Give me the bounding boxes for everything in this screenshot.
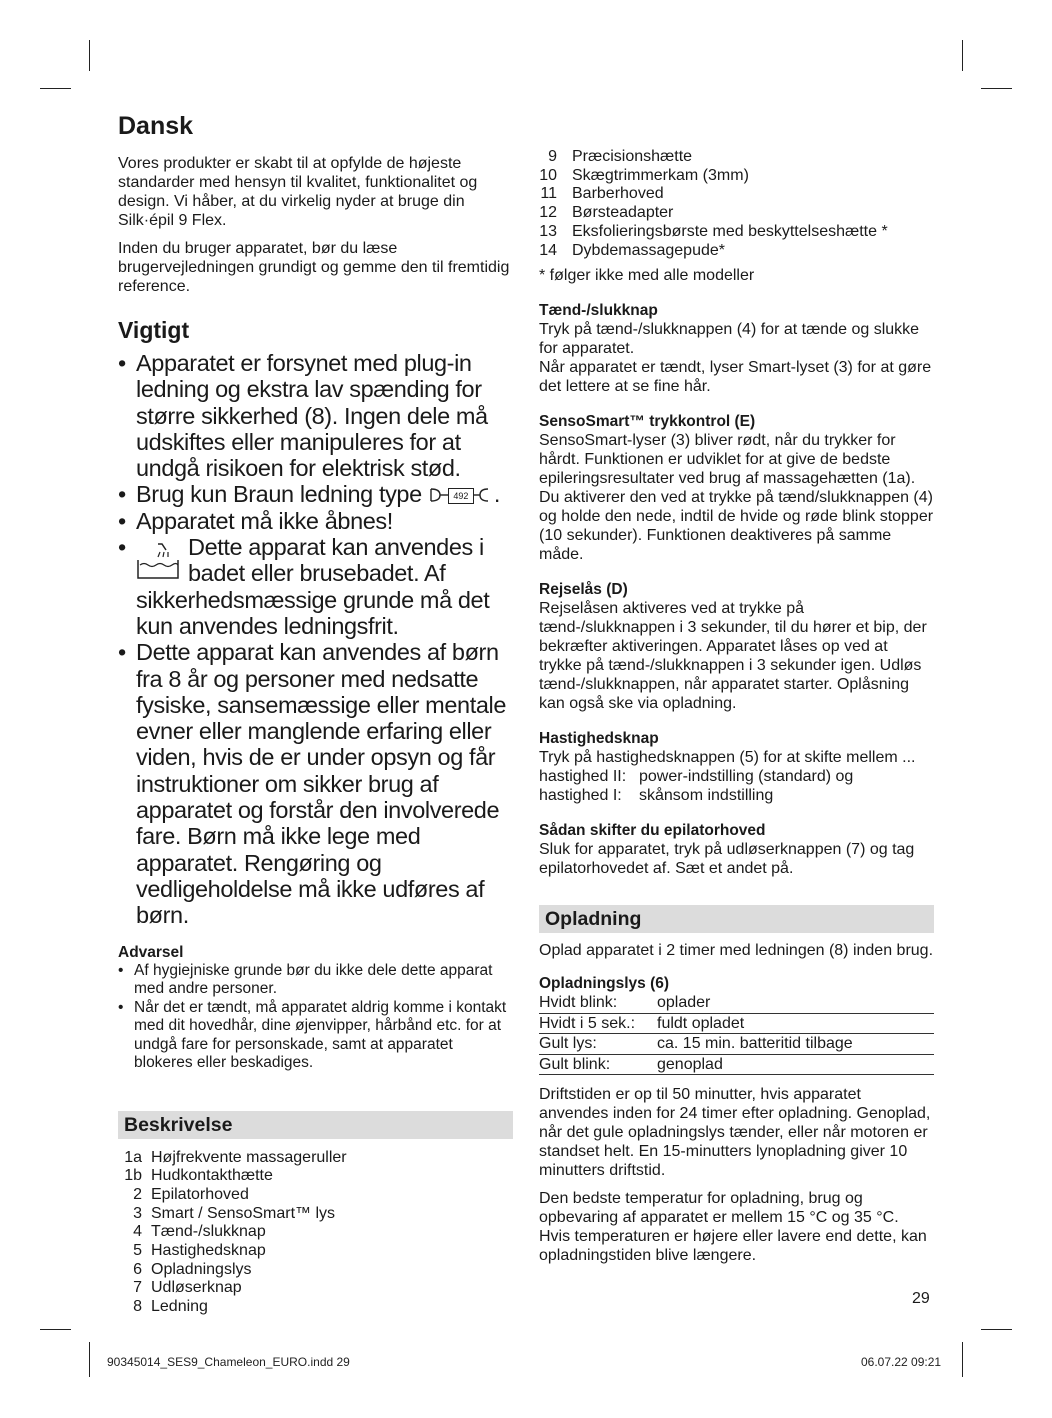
crop-mark [89,40,90,71]
section-band-beskrivelse: Beskrivelse [118,1111,513,1139]
section-text: Oplad apparatet i 2 timer med ledningen (8) inden brug. [539,942,934,960]
list-item: 3 Smart / SensoSmart™ lys [133,1204,336,1222]
charge-lights-table [539,993,934,1075]
section-heading: Tænd-/slukknap [539,302,658,320]
list-item: 13 Eksfolieringsbørste med beskyttelseshætte * [539,222,888,240]
warning-list [118,962,513,1073]
section-text: Driftstiden er op til 50 minutter, hvis apparatet anvendes inden for 24 timer efter opladning. Genoplad, når det gule opladningslys tænder, eller når motoren er standset helt. En 15-minutters lynopladning giver 10 minutters driftstid. [539,1086,931,1180]
section-text: Sluk for apparatet, tryk på udløserknappen (7) og tag epilatorhovedet af. Sæt et andet på. [539,841,915,878]
list-item: • Apparatet må ikke åbnes! [118,507,393,534]
section-text: Rejselåsen aktiveres ved at trykke på tænd-/slukknappen i 3 sekunder, til du hører et bip, der bekræfter aktiveringen. Apparatet låses op ved at trykke på tænd-/slukknappen i 3 sekunder igen. Udløs tænd-/slukknappen, når apparatet starter. Oplåsning kan også ske via opladning. [539,600,927,713]
list-item: 10 Skægtrimmerkam (3mm) [539,166,749,184]
table-row: Gult lys: ca. 15 min. batteritid tilbage [539,1034,934,1055]
description-list-continued [539,148,934,260]
crop-mark [981,88,1012,89]
section-heading: Opladningslys (6) [539,975,670,993]
table-row: Hvidt blink: oplader [539,993,934,1013]
list-item: 9 Præcisionshætte [548,148,693,165]
list-item: 5 Hastighedsknap [133,1242,266,1260]
list-item: • Dette apparat kan anvendes i badet eller brusebadet. Af sikkerhedsmæssige grunde må det kun anvendes ledningsfrit. [118,534,490,639]
list-item: 11 Barberhoved [540,185,664,203]
crop-mark [40,88,71,89]
list-item: 4 Tænd-/slukknap [133,1223,266,1241]
section-heading: Sådan skifter du epilatorhoved [539,822,766,840]
list-item: 2 Epilatorhoved [133,1185,249,1203]
section-text: Den bedste temperatur for opladning, brug og opbevaring af apparatet er mellem 15 °C og 35 °C. Hvis temperaturen er højere eller lavere end dette, kan opladningstiden blive længere. [539,1190,927,1265]
list-item: 14 Dybdemassagepude* [539,241,725,259]
speed-row: hastighed I: skånsom indstilling [539,787,774,805]
list-item: 7 Udløserknap [133,1279,242,1297]
important-heading: Vigtigt [118,317,190,343]
section-heading: Hastighedsknap [539,730,659,748]
list-item: • Brug kun Braun ledning type 492 . [118,481,501,508]
list-item: • Af hygiejniske grunde bør du ikke dele dette apparat med andre personer. [118,961,493,998]
cord-type-symbol: 492 [428,485,494,507]
bath-shower-icon [136,538,180,582]
section-text: Tryk på hastighedsknappen (5) for at skifte mellem ... [539,749,916,767]
intro-paragraph: Vores produkter er skabt til at opfylde de højeste standarder med hensyn til kvalitet, funktionalitet og design. Vi håber, at du virkelig nyder at bruge din Silk·épil 9 Flex. [118,155,478,229]
right-column [539,148,934,1265]
intro-paragraph: Inden du bruger apparatet, bør du læse brugervejledningen grundigt og gemme den til fremtidig reference. [118,240,510,295]
section-heading: SensoSmart™ trykkontrol (E) [539,413,756,431]
list-item: • Når det er tændt, må apparatet aldrig komme i kontakt med dit hovedhår, dine øjenvipper, hårbånd etc. for at undgå fare for personskade, samt at apparatet blokeres eller beskadiges. [118,998,507,1072]
crop-mark [962,1342,963,1377]
list-item: 1b Hudkontakthætte [124,1167,273,1185]
crop-mark [40,1329,71,1330]
description-list [118,1149,513,1317]
speed-row: hastighed II: power-indstilling (standard) og [539,768,854,786]
page-title: Dansk [118,112,194,140]
list-item: • Dette apparat kan anvendes af børn fra 8 år og personer med nedsatte fysiske, sansemæssige eller mentale evner eller manglende erfaring eller viden, hvis de er under opsyn og får instruktioner om sikker brug af apparatet og forstår den involverede fare. Børn må ikke lege med apparatet. Rengøring og vedligeholdelse må ikke udføres af børn. [118,639,506,929]
section-text: Tryk på tænd-/slukknappen (4) for at tænde og slukke for apparatet. Når apparatet er tændt, lyser Smart-lyset (3) for at gøre det lettere at se fine hår. [539,321,932,396]
table-row: Gult blink: genoplad [539,1054,934,1075]
list-item: 12 Børsteadapter [539,204,674,222]
section-band-opladning: Opladning [539,905,934,933]
table-row: Hvidt i 5 sek.: fuldt opladet [539,1013,934,1034]
page-number: 29 [912,1290,930,1307]
section-text: SensoSmart-lyser (3) bliver rødt, når du trykker for hårdt. Funktionen er udviklet for at give de bedste epileringsresultater ved brug af massagehætten (1a). Du aktiverer den ved at trykke på tænd/slukknappen (4) og holde den nede, indtil de hvide og røde blink stopper (10 sekunder). Funktionen deaktiveres på samme måde. [539,432,934,564]
footer-timestamp: 06.07.22 09:21 [861,1355,942,1369]
crop-mark [962,40,963,71]
crop-mark [89,1342,90,1377]
important-list [118,350,513,929]
footer-file-info: 90345014_SES9_Chameleon_EURO.indd 29 [107,1355,350,1369]
left-column [118,110,513,1317]
section-heading: Rejselås (D) [539,581,628,599]
list-item: • Apparatet er forsynet med plug-in ledning og ekstra lav spænding for større sikkerhed (8). Ingen dele må udskiftes eller manipuleres for at undgå risikoen for elektrisk stød. [118,350,488,482]
list-item: 8 Ledning [133,1298,208,1316]
list-item: 1a Højfrekvente massageruller [124,1148,347,1166]
crop-mark [981,1329,1012,1330]
warning-heading: Advarsel [118,943,184,961]
list-item: 6 Opladningslys [133,1260,252,1278]
footnote: * følger ikke med alle modeller [539,267,755,285]
